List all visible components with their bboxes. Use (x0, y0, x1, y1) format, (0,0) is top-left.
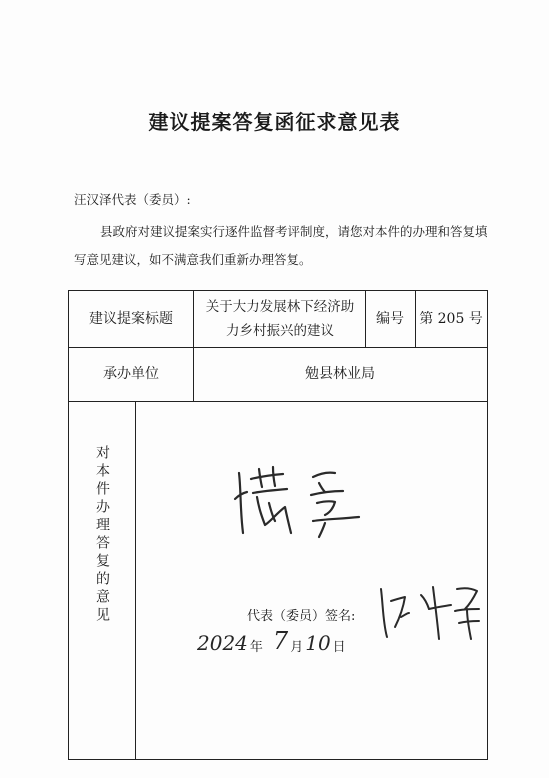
document-title: 建议提案答复函征求意见表 (148, 110, 401, 134)
number-label: 编号 (376, 311, 404, 327)
date-month-unit: 月 (290, 640, 304, 655)
table-col-divider (193, 291, 194, 347)
handwritten-opinion (229, 459, 379, 549)
opinion-label: 对本件办理答复的意见 (94, 445, 110, 625)
intro-paragraph: 县政府对建议提案实行逐件监督考评制度，请您对本件的办理和答复填写意见建议，如不满意我们重新办理答复。 (74, 224, 488, 267)
proposal-title-value: 关于大力发展林下经济助力乡村振兴的建议 (205, 299, 355, 339)
date-day: 10 (305, 631, 331, 655)
date-month: 7 (272, 627, 289, 655)
handling-unit-value: 勉县林业局 (305, 366, 375, 382)
signature-label: 代表（委员）签名: (247, 609, 356, 624)
number-value: 第 205 号 (419, 311, 483, 327)
salutation: 汪汉泽代表（委员）: (74, 192, 191, 207)
handling-unit-label: 承办单位 (103, 366, 159, 382)
opinion-label-cell (69, 401, 135, 761)
handwritten-signature (375, 579, 485, 647)
date-year-unit: 年 (249, 640, 263, 655)
table-col-divider (135, 401, 136, 759)
date-day-unit: 日 (332, 640, 346, 655)
proposal-title-label: 建议提案标题 (89, 311, 173, 327)
date-year: 2024 (197, 631, 248, 655)
opinion-form-table (68, 290, 488, 760)
date-line (195, 627, 346, 655)
